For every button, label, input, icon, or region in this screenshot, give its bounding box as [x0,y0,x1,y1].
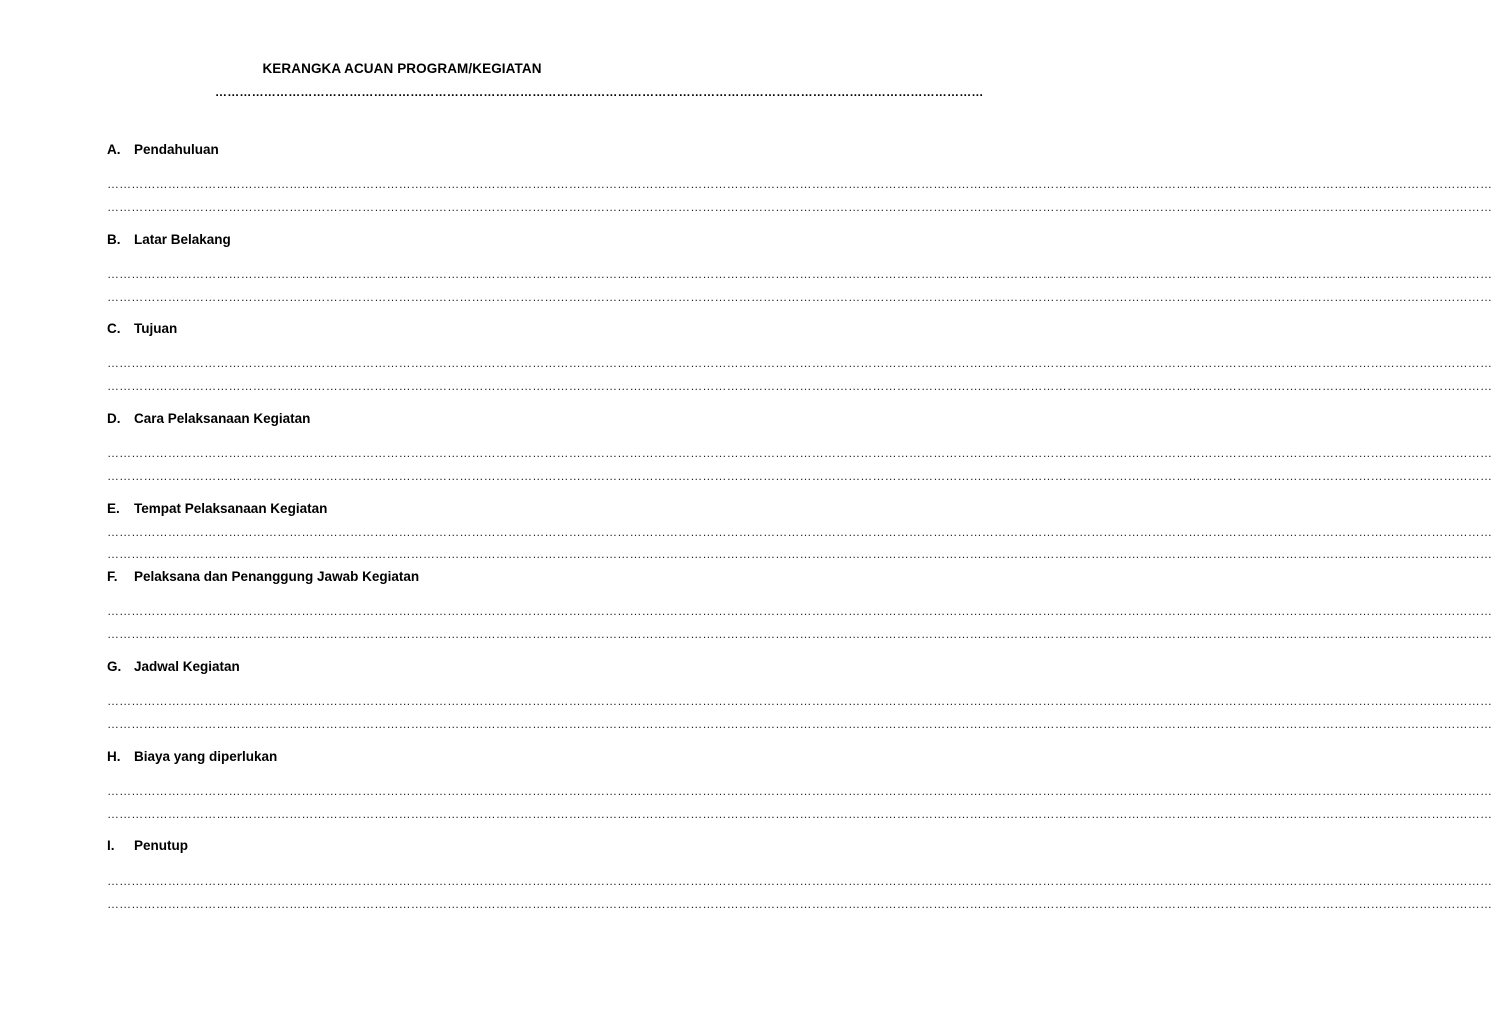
placeholder-line: ……………………………………………………………………………………………………………………………………………………………………………………………………………………………………………………………………………………………………………… [107,356,1492,370]
placeholder-line: ……………………………………………………………………………………………………………………………………………………………………………………………………………………………………………………………………………………………………………… [107,717,1492,731]
section-heading-g [107,659,240,674]
document-title: KERANGKA ACUAN PROGRAM/KEGIATAN [262,61,542,76]
section-title: Pelaksana dan Penanggung Jawab Kegiatan [134,569,420,584]
section-letter: B. [107,232,121,247]
placeholder-line: ……………………………………………………………………………………………………………………………………………………………………………………………………………………………………………………………………………………………………………… [107,547,1492,561]
subtitle-placeholder-dots: ……………………………………………………………………………………………………………………………………………………………………… [215,85,984,99]
section-letter: F. [107,569,118,584]
section-heading-c [107,321,177,336]
section-heading-i [107,838,188,853]
section-heading-d [107,411,310,426]
section-title: Penutup [134,838,188,853]
placeholder-line: ……………………………………………………………………………………………………………………………………………………………………………………………………………………………………………………………………………………………………………… [107,807,1492,821]
section-title: Cara Pelaksanaan Kegiatan [134,411,311,426]
section-heading-e [107,501,327,516]
section-title: Tempat Pelaksanaan Kegiatan [134,501,328,516]
placeholder-line: ……………………………………………………………………………………………………………………………………………………………………………………………………………………………………………………………………………………………………………… [107,525,1492,539]
section-letter: E. [107,501,120,516]
placeholder-line: ……………………………………………………………………………………………………………………………………………………………………………………………………………………………………………………………………………………………………………… [107,290,1492,304]
placeholder-line: ……………………………………………………………………………………………………………………………………………………………………………………………………………………………………………………………………………………………………………… [107,446,1492,460]
placeholder-line: ……………………………………………………………………………………………………………………………………………………………………………………………………………………………………………………………………………………………………………… [107,604,1492,618]
placeholder-line: ……………………………………………………………………………………………………………………………………………………………………………………………………………………………………………………………………………………………………………… [107,267,1492,281]
section-letter: C. [107,321,121,336]
placeholder-line: ……………………………………………………………………………………………………………………………………………………………………………………………………………………………………………………………………………………………………………… [107,627,1492,641]
placeholder-line: ……………………………………………………………………………………………………………………………………………………………………………………………………………………………………………………………………………………………………………… [107,874,1492,888]
section-title: Jadwal Kegiatan [134,659,240,674]
placeholder-line: ……………………………………………………………………………………………………………………………………………………………………………………………………………………………………………………………………………………………………………… [107,177,1492,191]
section-letter: I. [107,838,115,853]
placeholder-line: ……………………………………………………………………………………………………………………………………………………………………………………………………………………………………………………………………………………………………………… [107,784,1492,798]
placeholder-line: ……………………………………………………………………………………………………………………………………………………………………………………………………………………………………………………………………………………………………………… [107,200,1492,214]
section-heading-b [107,232,231,247]
section-letter: D. [107,411,121,426]
placeholder-line: ……………………………………………………………………………………………………………………………………………………………………………………………………………………………………………………………………………………………………………… [107,379,1492,393]
placeholder-line: ……………………………………………………………………………………………………………………………………………………………………………………………………………………………………………………………………………………………………………… [107,897,1492,911]
section-letter: H. [107,749,121,764]
section-heading-f [107,569,419,584]
section-title: Biaya yang diperlukan [134,749,278,764]
section-title: Tujuan [134,321,178,336]
placeholder-line: ……………………………………………………………………………………………………………………………………………………………………………………………………………………………………………………………………………………………………………… [107,469,1492,483]
section-title: Pendahuluan [134,142,219,157]
placeholder-line: ……………………………………………………………………………………………………………………………………………………………………………………………………………………………………………………………………………………………………………… [107,694,1492,708]
section-title: Latar Belakang [134,232,231,247]
section-heading-a [107,142,219,157]
section-letter: G. [107,659,122,674]
section-letter: A. [107,142,121,157]
section-heading-h [107,749,277,764]
